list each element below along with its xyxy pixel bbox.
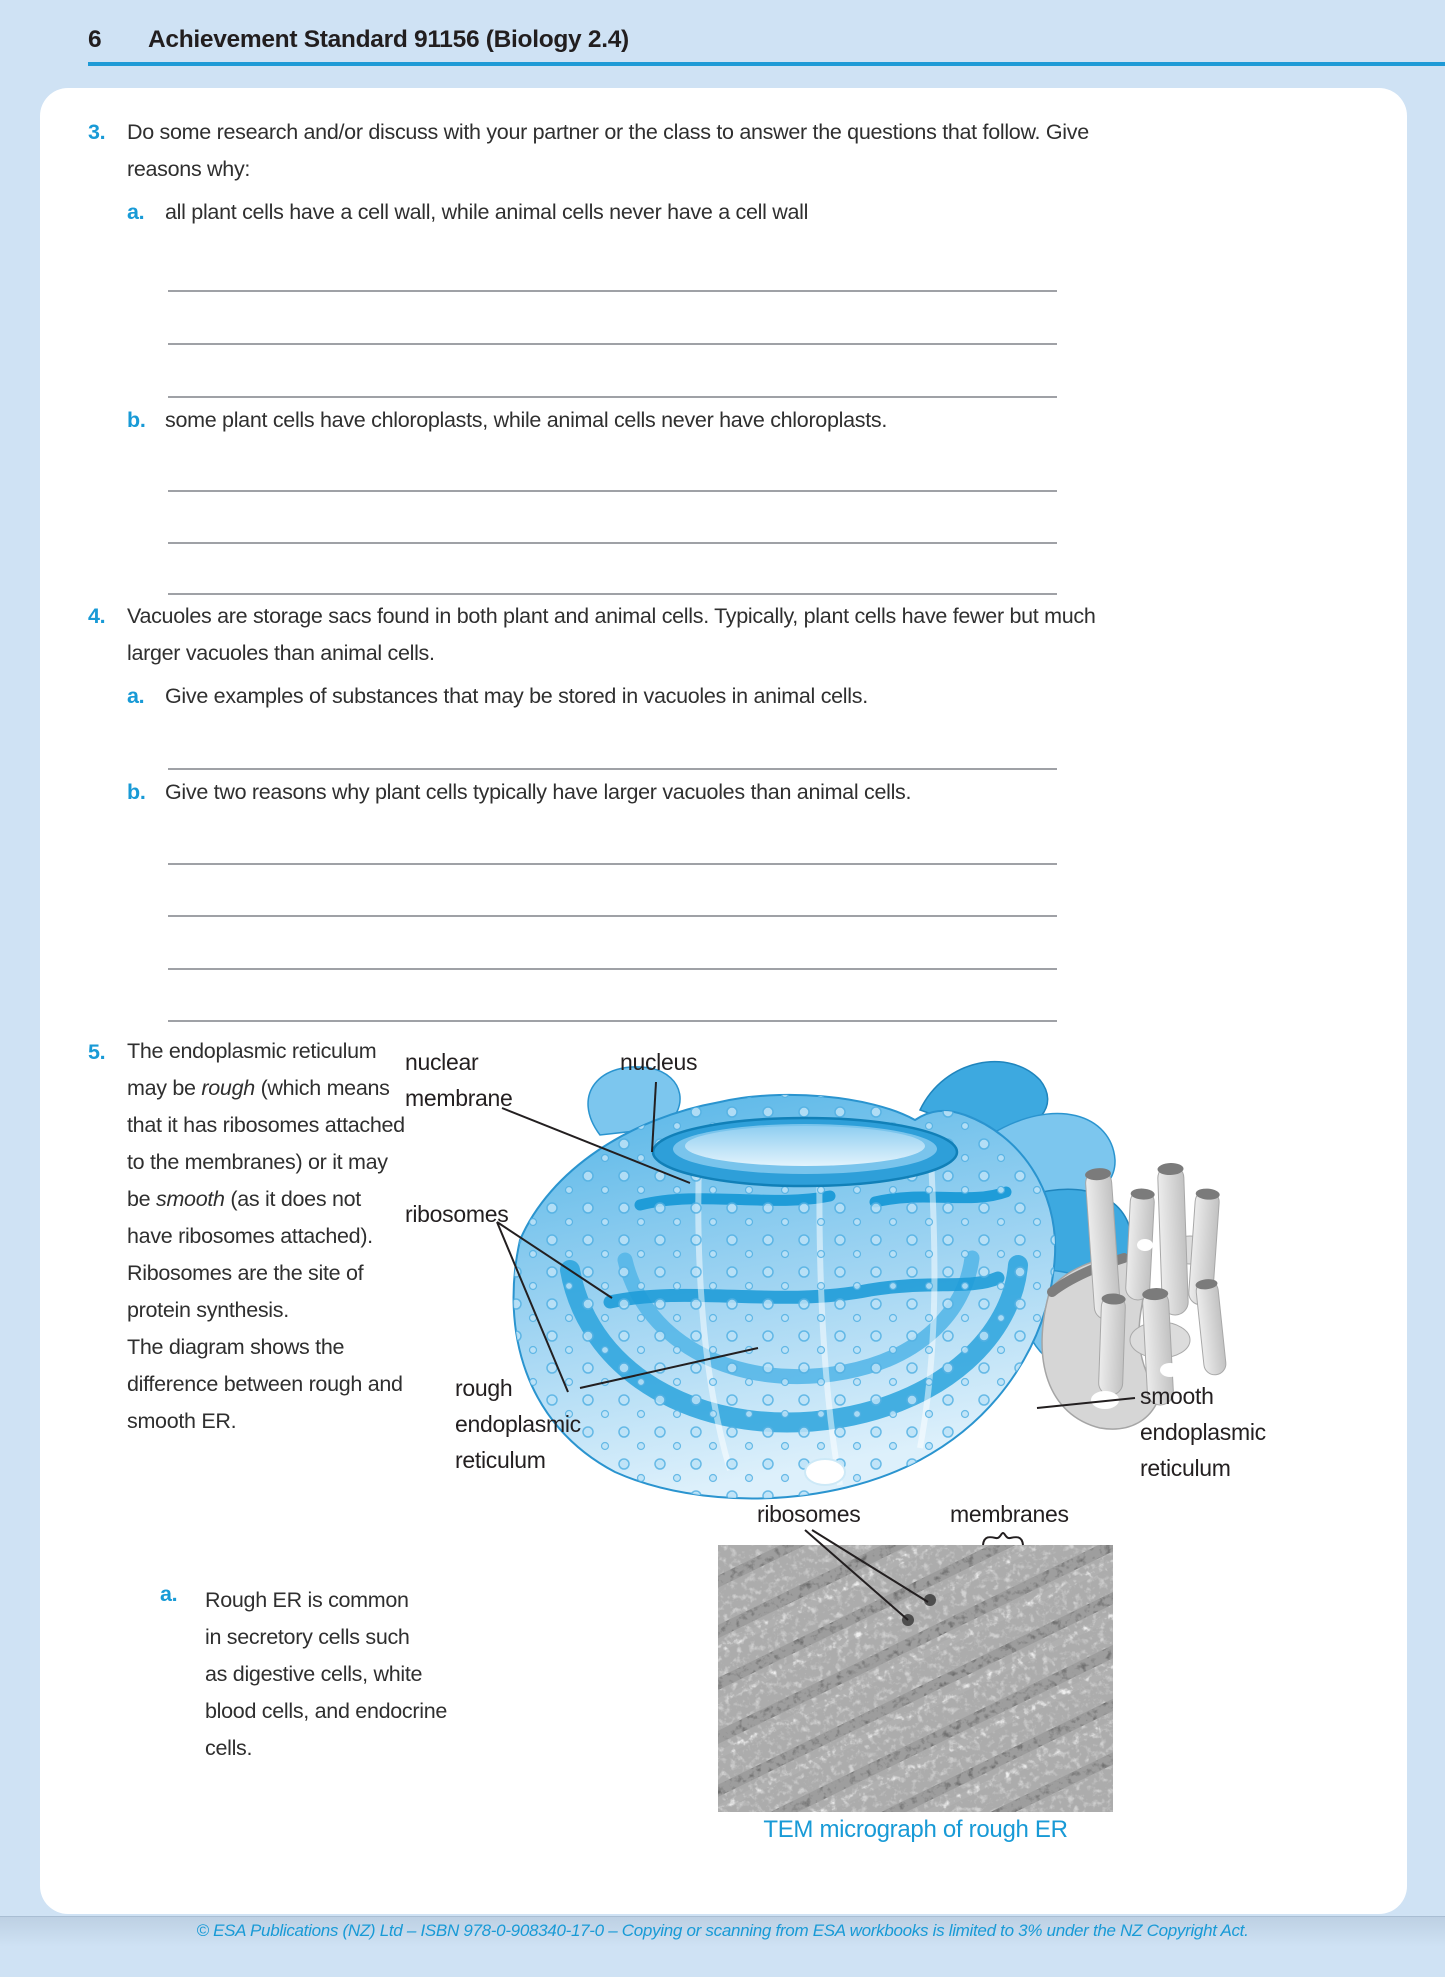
vesicle-hole <box>805 1459 845 1485</box>
label-rough-er: rough endoplasmic reticulum <box>455 1375 581 1473</box>
label-smooth-er: smooth endoplasmic reticulum <box>1140 1383 1266 1481</box>
answer-line[interactable] <box>168 863 1057 865</box>
question-4-number: 4. <box>88 604 106 628</box>
question-3a-text: all plant cells have a cell wall, while animal cells never have a cell wall <box>165 200 809 224</box>
page-number: 6 <box>88 26 102 53</box>
question-5-paragraph-2: The diagram shows the difference between rough and smooth ER. <box>127 1335 403 1433</box>
question-4a-label: a. <box>127 684 145 708</box>
answer-line[interactable] <box>168 1020 1057 1022</box>
tem-caption: TEM micrograph of rough ER <box>763 1816 1068 1843</box>
tem-micrograph-image <box>718 1545 1113 1812</box>
answer-line[interactable] <box>168 968 1057 970</box>
answer-line[interactable] <box>168 490 1057 492</box>
answer-line[interactable] <box>168 593 1057 595</box>
question-4b-label: b. <box>127 780 146 804</box>
question-4b-text: Give two reasons why plant cells typically have larger vacuoles than animal cells. <box>165 780 912 804</box>
question-3a-label: a. <box>127 200 145 224</box>
question-3-number: 3. <box>88 120 106 144</box>
answer-line[interactable] <box>168 768 1057 770</box>
question-4-text-line2: larger vacuoles than animal cells. <box>127 641 435 665</box>
nucleus-opening <box>653 1118 957 1186</box>
question-4-text-line1: Vacuoles are storage sacs found in both plant and animal cells. Typically, plant cells have fewer but much <box>127 604 1096 628</box>
page-title: Achievement Standard 91156 (Biology 2.4) <box>148 26 629 53</box>
label-ribosomes: ribosomes <box>405 1201 509 1227</box>
question-3b-label: b. <box>127 408 146 432</box>
question-5-text <box>127 1033 405 1440</box>
question-5a-text: Rough ER is common in secretory cells such as digestive cells, white blood cells, and endocrine cells. <box>205 1588 448 1760</box>
question-3-text-line1: Do some research and/or discuss with your partner or the class to answer the questions that follow. Give <box>127 120 1089 144</box>
label-tem-membranes: membranes <box>950 1501 1069 1527</box>
answer-line[interactable] <box>168 290 1057 292</box>
question-5-paragraph-1: The endoplasmic reticulum may be rough (which means that it has ribosomes attached to the membranes) or it may be smooth (as it does not have ribosomes attached). Ribosomes are the site of protein synthesis. <box>127 1039 405 1322</box>
label-tem-ribosomes: ribosomes <box>757 1501 861 1527</box>
answer-line[interactable] <box>168 915 1057 917</box>
question-3b-text: some plant cells have chloroplasts, while animal cells never have chloroplasts. <box>165 408 887 432</box>
answer-line[interactable] <box>168 343 1057 345</box>
footer-copyright: © ESA Publications (NZ) Ltd – ISBN 978-0-908340-17-0 – Copying or scanning from ESA workbooks is limited to 3% under the NZ Copyright Act. <box>196 1921 1249 1940</box>
label-nuclear-membrane: nuclear membrane <box>405 1049 513 1111</box>
answer-line[interactable] <box>168 542 1057 544</box>
question-5-number: 5. <box>88 1040 106 1064</box>
question-3-text-line2: reasons why: <box>127 157 251 181</box>
label-nucleus: nucleus <box>620 1049 698 1075</box>
header-rule <box>88 62 1445 66</box>
answer-line[interactable] <box>168 396 1057 398</box>
question-4a-text: Give examples of substances that may be stored in vacuoles in animal cells. <box>165 684 868 708</box>
question-5a-label: a. <box>160 1582 178 1606</box>
